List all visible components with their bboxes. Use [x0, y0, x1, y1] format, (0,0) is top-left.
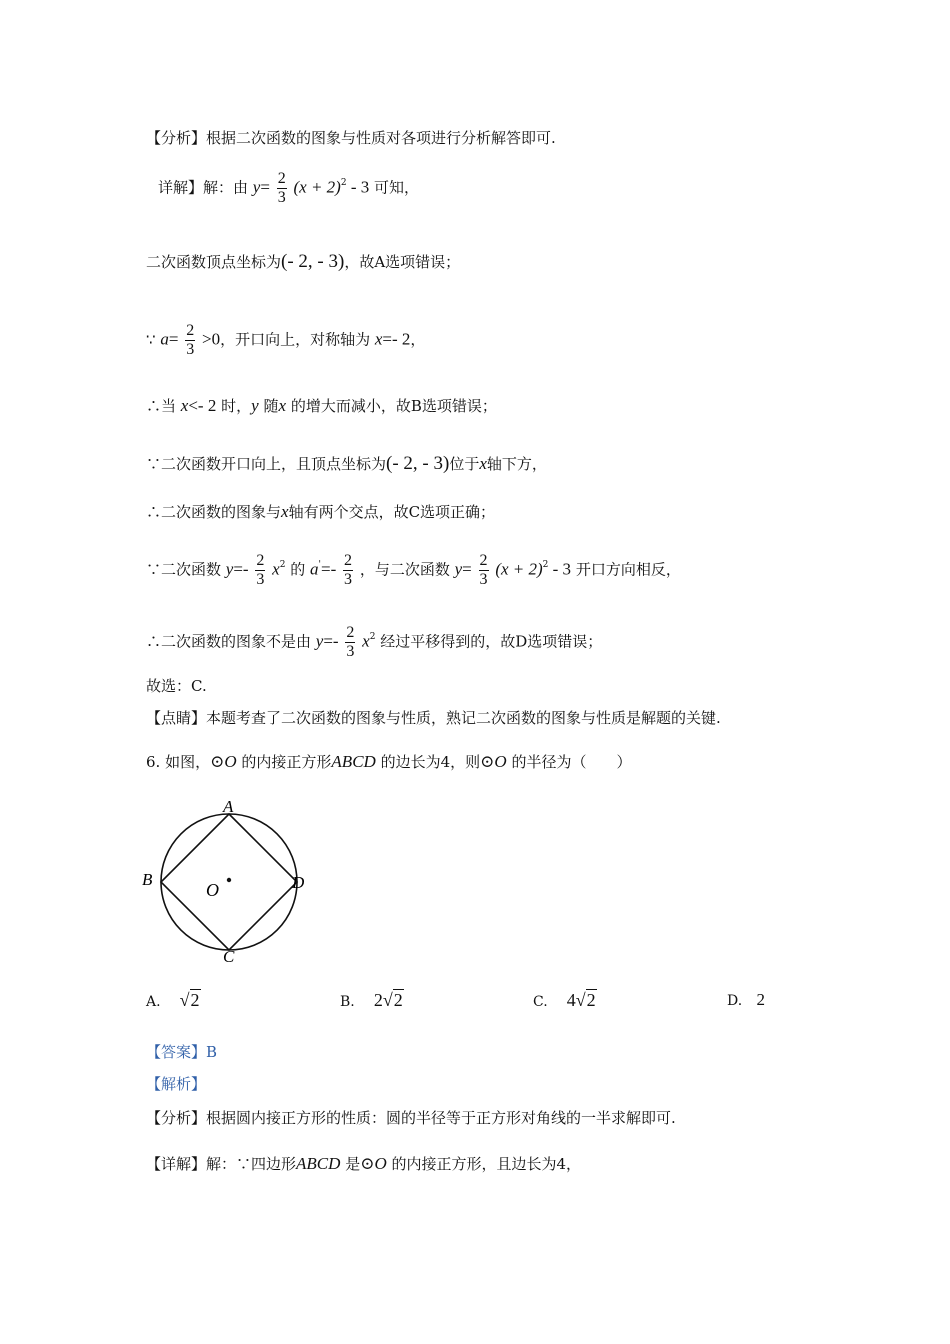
analysis-line-2: 【分析】根据圆内接正方形的性质：圆的半径等于正方形对角线的一半求解即可. [146, 1109, 676, 1127]
option-a[interactable]: A. √2 [146, 990, 200, 1010]
monotonic-line: ∴当 x<- 2 时，y 随x 的增大而减小，故B选项错误； [146, 396, 497, 415]
opening-line: ∵ a= $\frac{2}{3}$ >0，开口向上，对称轴为 x=- 2， [146, 322, 426, 358]
vertex-label-c: C [223, 947, 235, 966]
vertex-line: 二次函数顶点坐标为(- 2, - 3)，故A选项错误； [146, 251, 461, 272]
answer-line: 【答案】B [146, 1043, 218, 1061]
translate-line: ∴二次函数的图象不是由 y=- $\frac{2}{3}$ $x^2$ 经过平移得到的，故D选项错误； [146, 624, 603, 660]
question-line: 6. 如图，⊙O 的内接正方形ABCD 的边长为4，则⊙O 的半径为（ ） [146, 752, 632, 771]
detail-line-2: 【详解】解：∵四边形ABCD 是⊙O 的内接正方形，且边长为4， [146, 1154, 582, 1173]
explanation-heading: 【解析】 [146, 1075, 207, 1093]
option-b[interactable]: B. 2√2 [340, 990, 403, 1010]
option-c[interactable]: C. 4√2 [533, 990, 596, 1010]
compare-line: ∵二次函数 y=- $\frac{2}{3}$ $x^2$ 的 a'=- $\frac{2}{3}$ ，与二次函数 y= $\frac{2}{3}$ $(x + 2)^2 - 3$ 开口方向相反， [146, 552, 681, 588]
intersection-line: ∴二次函数的图象与x轴有两个交点，故C选项正确； [146, 502, 496, 521]
detail-line: 详解】解：由 y= $\frac{2}{3}$ $(x + 2)^2 - 3$ 可知， [158, 170, 420, 206]
option-d[interactable]: D. 2 [727, 990, 765, 1009]
vertex-label-b: B [142, 870, 153, 889]
vertex-label-d: D [292, 873, 305, 892]
vertex-label-a: A [223, 797, 234, 816]
center-label-o: O [206, 880, 219, 900]
below-axis-line: ∵二次函数开口向上，且顶点坐标为(- 2, - 3)位于x轴下方， [146, 453, 547, 474]
inscribed-square-figure [140, 796, 320, 970]
comment-line: 【点睛】本题考查了二次函数的图象与性质，熟记二次函数的图象与性质是解题的关键. [146, 709, 721, 727]
center-point [227, 878, 231, 882]
analysis-line: 【分析】根据二次函数的图象与性质对各项进行分析解答即可. [146, 129, 556, 147]
choice-line: 故选：C. [146, 677, 207, 695]
